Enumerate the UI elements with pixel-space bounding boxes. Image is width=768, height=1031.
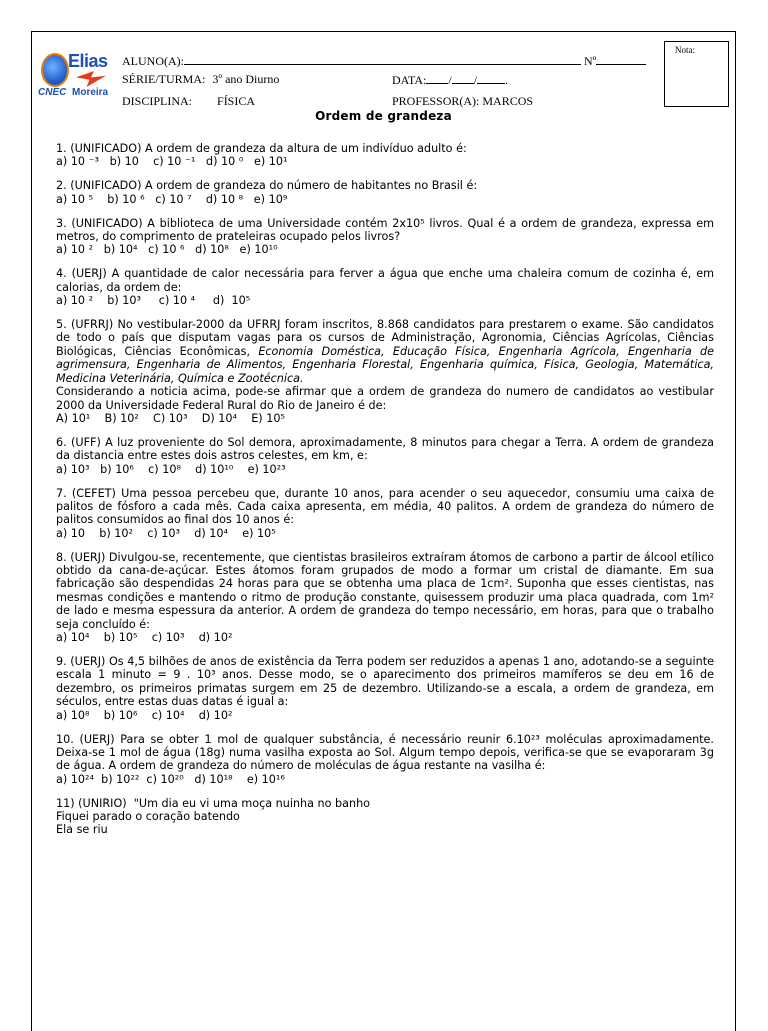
question-options: a) 10 ⁵ b) 10 ⁶ c) 10 ⁷ d) 10 ⁸ e) 10⁹ — [56, 192, 288, 206]
question-options: A) 10¹ B) 10² C) 10³ D) 10⁴ E) 10⁵ — [56, 411, 285, 425]
poem-line: 11) (UNIRIO) "Um dia eu vi uma moça nuinha no banho — [56, 796, 371, 810]
data-year-field[interactable] — [477, 72, 505, 84]
question-text: 3. (UNIFICADO) A biblioteca de uma Universidade contém 2x10⁵ livros. Qual é a ordem de grandeza, expressa em metros, do comprimento de prateleiras ocupado pelos livros? — [56, 216, 714, 244]
question-options: a) 10 b) 10² c) 10³ d) 10⁴ e) 10⁵ — [56, 526, 276, 540]
question-text: 2. (UNIFICADO) A ordem de grandeza do número de habitantes no Brasil é: — [56, 179, 478, 193]
question-text-continued: Considerando a noticia acima, pode-se afirmar que a ordem de grandeza do numero de candidatos ao vestibular 2000 da Universidade Federal Rural do Rio de Janeiro é de: — [56, 385, 714, 412]
question-5 — [56, 318, 714, 425]
poem-line: Fiquei parado o coração batendo — [56, 810, 240, 824]
question-text: 9. (UERJ) Os 4,5 bilhões de anos de existência da Terra podem ser reduzidos a apenas 1 ano, adotando-se a seguinte escala 1 minuto = 9 . 10³ anos. Desse modo, se o aparecimento dos primeiros mamíferos se deu em 16 de dezembro, os primeiros primatas surgem em 25 de dezembro. Utilizando-se a escala, a ordem de grandeza, em séculos, entre estas duas datas é igual a: — [56, 655, 714, 709]
question-text-part: 5. (UFRRJ) No vestibular-2000 da UFRRJ foram inscritos, 8.868 candidatos para prestarem o exame. São candidatos de todo o país que disputam vagas para os cursos de Administração, Agronomia, Ciências Agrícolas, Ciências Biológicas, Ciências Econômicas, — [56, 318, 714, 358]
question-11 — [56, 797, 714, 837]
question-2 — [56, 179, 714, 206]
data-row — [392, 72, 508, 88]
logo-text-elias: Elias — [68, 51, 108, 71]
question-text: 7. (CEFET) Uma pessoa percebeu que, durante 10 anos, para acender o seu aquecedor, consumiu uma caixa de palitos de fósforo a cada mês. Cada caixa apresenta, em média, 40 palitos. A ordem de grandeza do número de palitos consumidos ao final dos 10 anos é: — [56, 486, 714, 527]
question-options: a) 10⁸ b) 10⁶ c) 10⁴ d) 10² — [56, 708, 233, 722]
question-7 — [56, 487, 714, 541]
questions-list — [56, 142, 714, 847]
question-4 — [56, 267, 714, 307]
question-8 — [56, 551, 714, 645]
serie-label: SÉRIE/TURMA: — [122, 72, 206, 86]
worksheet-page — [31, 31, 736, 1031]
courses-list-italic: Economia Doméstica, Educação Física, Engenharia Agrícola, Engenharia de agrimensura, Engenharia de Alimentos, Engenharia Florestal, Engenharia química, Física, Geologia, Matemática, Medicina Veterinária, Química e Zootécnica. — [56, 344, 714, 385]
question-options: a) 10 ⁻³ b) 10 c) 10 ⁻¹ d) 10 ⁰ e) 10¹ — [56, 155, 288, 169]
question-options: a) 10 ² b) 10⁴ c) 10 ⁶ d) 10⁸ e) 10¹⁰ — [56, 243, 278, 257]
logo-globe-icon — [41, 53, 69, 87]
question-options: a) 10⁴ b) 10⁵ c) 10³ d) 10² — [56, 631, 233, 645]
numero-field[interactable] — [596, 53, 646, 65]
question-text — [56, 318, 714, 385]
data-separator: / — [473, 73, 478, 87]
logo-bolt-icon — [76, 71, 106, 87]
data-month-field[interactable] — [452, 72, 474, 84]
question-3 — [56, 217, 714, 257]
question-10 — [56, 733, 714, 787]
page-title: Ordem de grandeza — [315, 109, 452, 123]
question-1 — [56, 142, 714, 169]
serie-row — [122, 72, 279, 87]
question-text: 8. (UERJ) Divulgou-se, recentemente, que cientistas brasileiros extraíram átomos de carbono a partir de álcool etílico obtido da cana-de-açúcar. Estes átomos foram grupados de modo a formar um cristal de diamante. Em sua fabricação são despendidas 24 horas para que se obtenha uma placa de 1cm². Suponha que esses cientistas, nas mesmas condições e mantendo o ritmo de produção constante, quisessem produzir uma placa quadrada, com 1m² de lado e mesma espessura da anterior. A ordem de grandeza do tempo necessário, em horas, para que o trabalho seja concluído é: — [56, 550, 714, 631]
logo-text-moreira: Moreira — [72, 87, 109, 98]
aluno-row — [122, 53, 646, 69]
school-logo — [38, 49, 122, 107]
question-6 — [56, 436, 714, 476]
numero-label: Nº — [584, 54, 597, 68]
aluno-field[interactable] — [184, 53, 581, 65]
question-options: a) 10³ b) 10⁶ c) 10⁸ d) 10¹⁰ e) 10²³ — [56, 462, 286, 476]
question-text: 6. (UFF) A luz proveniente do Sol demora, aproximadamente, 8 minutos para chegar a Terra. A ordem de grandeza da distancia entre estes dois astros celestes, em km, e: — [56, 435, 714, 463]
data-day-field[interactable] — [426, 72, 448, 84]
logo-text-cnec: CNEC — [38, 87, 67, 98]
disciplina-value: FÍSICA — [217, 94, 256, 108]
aluno-label: ALUNO(A): — [122, 54, 184, 68]
data-separator: / — [448, 73, 452, 87]
question-options: a) 10²⁴ b) 10²² c) 10²⁰ d) 10¹⁸ e) 10¹⁶ — [56, 772, 285, 786]
data-end: . — [505, 73, 509, 87]
nota-box[interactable] — [664, 41, 729, 107]
question-text: 10. (UERJ) Para se obter 1 mol de qualquer substância, é necessário reunir 6.10²³ moléculas aproximadamente. Deixa-se 1 mol de água (18g) numa vasilha exposta ao Sol. Algum tempo depois, verifica-se que se evaporaram 3g de água. A ordem de grandeza do número de moléculas de água restante na vasilha é: — [56, 732, 714, 773]
nota-label: Nota: — [675, 45, 695, 55]
data-label: DATA: — [392, 73, 427, 87]
disciplina-row — [122, 94, 255, 109]
professor-label: PROFESSOR(A): MARCOS — [392, 94, 534, 108]
disciplina-label: DISCIPLINA: — [122, 94, 193, 108]
poem-line: Ela se riu — [56, 823, 108, 837]
question-text: 4. (UERJ) A quantidade de calor necessária para ferver a água que enche uma chaleira comum de cozinha é, em calorias, da ordem de: — [56, 267, 714, 294]
question-options: a) 10 ² b) 10³ c) 10 ⁴ d) 10⁵ — [56, 294, 251, 308]
serie-value: 3º ano Diurno — [212, 72, 280, 86]
question-text: 1. (UNIFICADO) A ordem de grandeza da altura de um indivíduo adulto é: — [56, 142, 467, 155]
question-9 — [56, 655, 714, 722]
